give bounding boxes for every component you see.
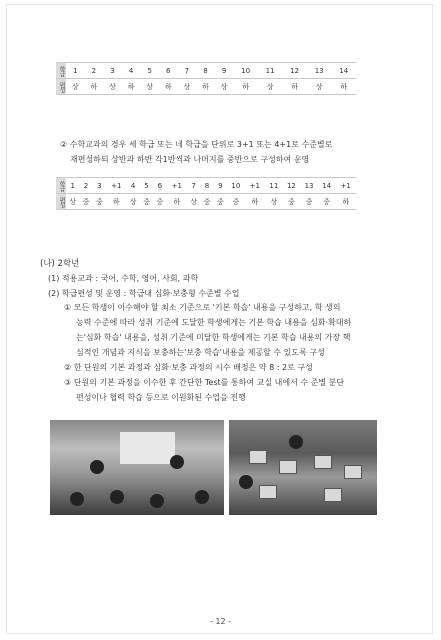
- grade-cell: 4: [122, 63, 141, 79]
- grade-cell: 2: [79, 178, 92, 194]
- page-number: - 12 -: [209, 617, 232, 626]
- level-cell: 상: [103, 79, 122, 95]
- grade-cell: 8: [196, 63, 215, 79]
- subject-list: (1) 적용교과 : 국어, 수학, 영어, 사회, 과학: [48, 274, 199, 283]
- grade-cell: 14: [331, 63, 356, 79]
- grade-cell: +1: [167, 178, 187, 194]
- grade-cell: 9: [215, 63, 234, 79]
- level-cell: 중: [283, 194, 301, 210]
- grade-cell: 6: [159, 63, 178, 79]
- content-1-line-1: ① 모든 학생이 이수해야 할 최소 기준으로 '기본 학습' 내용을 구성하고, 학 생의: [64, 303, 341, 312]
- grade-cell: 14: [318, 178, 336, 194]
- grade-header: 학급: [56, 178, 66, 194]
- section-heading: (나) 2학년: [40, 259, 80, 269]
- grade-cell: 13: [300, 178, 318, 194]
- level-cell: 하: [85, 79, 104, 95]
- grade-cell: 12: [283, 178, 301, 194]
- grade-cell: 2: [85, 63, 104, 79]
- grade-cell: 11: [258, 63, 283, 79]
- level-cell: 하: [167, 194, 187, 210]
- level-cell: 상: [66, 194, 79, 210]
- grade-cell: 3: [93, 178, 106, 194]
- class-organization: (2) 학급편성 및 운영 : 학급내 심화·보충형 수준별 수업: [48, 289, 240, 298]
- grade-row: [56, 178, 356, 194]
- level-cell: 중: [300, 194, 318, 210]
- classroom-photo-lecture: [50, 420, 224, 515]
- level-cell: 상: [66, 79, 85, 95]
- level-cell: 하: [245, 194, 265, 210]
- level-cell: 하: [106, 194, 126, 210]
- grade-cell: 3: [103, 63, 122, 79]
- level-cell: 하: [233, 79, 258, 95]
- teacher-figure: [170, 455, 184, 469]
- content-2: ② 한 단원의 기본 과정과 심화·보충 과정의 시수 배정은 약 8 : 2로 구성: [64, 363, 313, 372]
- monitor: [324, 488, 342, 502]
- grade-cell: 8: [200, 178, 213, 194]
- level-cell: 상: [126, 194, 139, 210]
- grade-cell: 13: [307, 63, 332, 79]
- content-3-line-1: ③ 단원의 기본 과정을 이수한 후 간단한 Test를 통하여 교실 내에서 수 준별 분단: [64, 378, 345, 387]
- grade-cell: 9: [214, 178, 227, 194]
- level-header: 편성: [56, 79, 66, 95]
- level-cell: 상: [258, 79, 283, 95]
- monitor: [344, 465, 362, 479]
- level-header: 편성: [56, 194, 66, 210]
- level-cell: 상: [140, 79, 159, 95]
- grade-cell: +1: [106, 178, 126, 194]
- grade-cell: +1: [335, 178, 356, 194]
- level-cell: 중: [153, 194, 166, 210]
- grade-cell: 5: [140, 63, 159, 79]
- content-1-line-2: 능력 수준에 따라 성취 기준에 도달한 학생에게는 기본 학습 내용을 심화·확대하: [76, 318, 352, 327]
- grade-cell: 4: [126, 178, 139, 194]
- level-cell: 중: [93, 194, 106, 210]
- grade-cell: 12: [282, 63, 307, 79]
- level-row: [56, 194, 356, 210]
- content-1-line-4: 심적인 개념과 지식을 보충하는'보충 학습'내용을 제공할 수 있도록 구성: [76, 348, 325, 357]
- grade-cell: 10: [227, 178, 245, 194]
- monitor: [259, 485, 277, 499]
- monitor: [314, 455, 332, 469]
- grade-cell: 1: [66, 178, 79, 194]
- level-cell: 하: [282, 79, 307, 95]
- classroom-photo-computer-lab: [229, 420, 377, 515]
- grade-cell: 11: [265, 178, 283, 194]
- level-cell: 중: [214, 194, 227, 210]
- item-2-line-2: 재편성하되 상반과 하반 각1반씩과 나머지를 중반으로 구성하여 운영: [70, 155, 310, 164]
- level-cell: 하: [159, 79, 178, 95]
- grade-cell: 6: [153, 178, 166, 194]
- monitor: [279, 460, 297, 474]
- content-3-line-2: 편성이나 협력 학습 등으로 이원화된 수업을 진행: [76, 393, 246, 402]
- level-cell: 하: [196, 79, 215, 95]
- level-cell: 상: [307, 79, 332, 95]
- whiteboard: [120, 432, 175, 464]
- grade-cell: 5: [140, 178, 153, 194]
- student-figure: [289, 435, 303, 449]
- student-figure: [150, 494, 164, 508]
- level-cell: 상: [265, 194, 283, 210]
- grade-cell: 7: [187, 178, 200, 194]
- level-cell: 상: [187, 194, 200, 210]
- student-figure: [195, 490, 209, 504]
- grade-cell: 10: [233, 63, 258, 79]
- level-cell: 하: [122, 79, 141, 95]
- level-cell: 상: [215, 79, 234, 95]
- level-cell: 중: [79, 194, 92, 210]
- class-level-table-2: [56, 177, 356, 210]
- grade-cell: 1: [66, 63, 85, 79]
- content-1-line-3: 는'심화 학습' 내용을, 성취 기준에 미달한 학생에게는 기본 학습 내용의 가장 핵: [76, 333, 351, 342]
- level-row: [56, 79, 356, 95]
- grade-cell: +1: [245, 178, 265, 194]
- level-cell: 상: [178, 79, 197, 95]
- student-figure: [239, 475, 253, 489]
- item-2-line-1: ② 수학교과의 경우 세 학급 또는 네 학급을 단위로 3+1 또는 4+1로 수준별로: [60, 140, 333, 149]
- level-cell: 중: [227, 194, 245, 210]
- level-cell: 중: [200, 194, 213, 210]
- level-cell: 중: [140, 194, 153, 210]
- level-cell: 중: [318, 194, 336, 210]
- grade-cell: 7: [178, 63, 197, 79]
- grade-header: 학급: [56, 63, 66, 79]
- teacher-figure: [90, 460, 104, 474]
- class-level-table-1: [56, 62, 356, 95]
- monitor: [249, 450, 267, 464]
- level-cell: 하: [331, 79, 356, 95]
- grade-row: [56, 63, 356, 79]
- student-figure: [110, 490, 124, 504]
- student-figure: [70, 492, 84, 506]
- level-cell: 하: [335, 194, 356, 210]
